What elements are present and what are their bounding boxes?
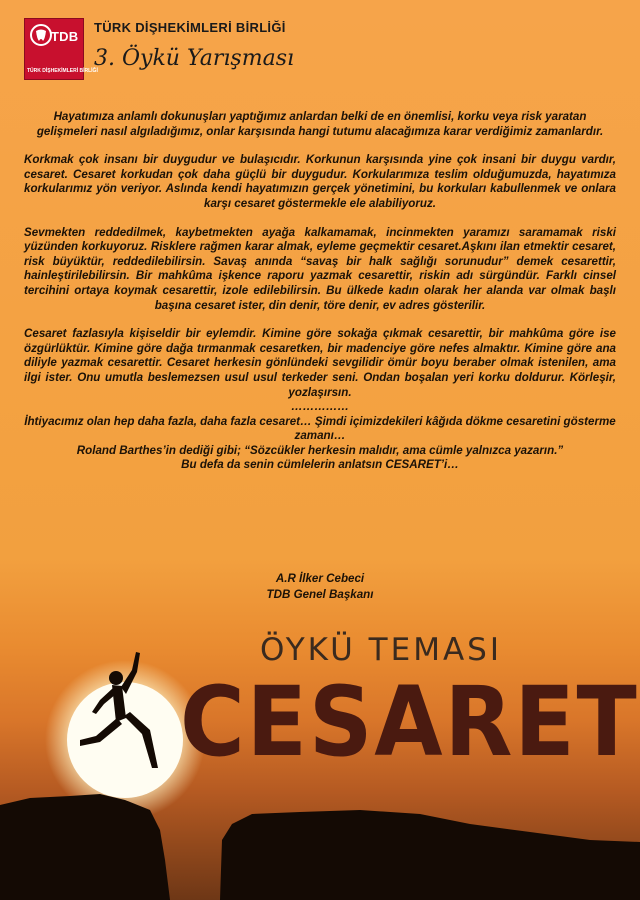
contest-title: 3. Öykü Yarışması: [94, 46, 295, 71]
theme-subtitle: ÖYKÜ TEMASI: [260, 632, 502, 668]
logo-text: TDB: [51, 29, 79, 44]
theme-word: CESARET: [180, 666, 639, 778]
logo-subtitle: TÜRK DİŞHEKİMLERİ BİRLİĞİ: [27, 68, 98, 74]
tooth-emblem-icon: [29, 23, 53, 47]
closing-line-2: Roland Barthes’in dediği gibi; “Sözcükler herkesin malıdır, ama cümle yalnızca yazarın.”: [76, 443, 564, 457]
signature-title: TDB Genel Başkanı: [266, 588, 374, 601]
dots-separator: ……………: [291, 400, 349, 414]
closing-line-1: İhtiyacımız olan hep daha fazla, daha fazla cesaret… Şimdi içimizdekileri kâğıda dökme cesaretini gösterme zamanı…: [24, 414, 616, 443]
organization-name: TÜRK DİŞHEKİMLERİ BİRLİĞİ: [94, 20, 286, 35]
paragraph-4: Cesaret fazlasıyla kişiseldir bir eylemdir. Kimine göre sokağa çıkmak cesarettir, bir mahkûma göre ise özgürlüktür. Kimine göre dağa tırmanmak cesaretken, bir madenciye göre nefes almaktır. Kimine göre ana diliyle yazmak cesarettir. Cesaret herkesin gönlündeki sevgilidir ömür boyu beraber olmak istenilen, ama ilgi ister. Onu umutla beslemezsen usul usul terkeder seni. Ondan boşalan yeri korku doldurur. Körleşir, yozlaşırsın.: [24, 327, 616, 399]
paragraph-1: Hayatımıza anlamlı dokunuşları yaptığımız anlardan belki de en önemlisi, korku veya risk yaratan gelişmeleri nasıl algıladığımız, onlar karşısında hangi tutumu alacağımıza karar verdiğimiz zamanlardır.: [36, 110, 604, 138]
paragraph-3: Sevmekten reddedilmek, kaybetmekten ayağa kalkamamak, incinmekten yaramızı saramamak riski yüzünden korkuyoruz. Risklere rağmen karar almak, eyleme geçmektir cesaret.Aşkını ilan etmektir cesaret, risk büyüktür, reddedilebilirsin. Savaş anında “savaş bir halk sağlığı sorunudur” demek cesarettir, hainleştirilebilirsin. Bir mahkûma işkence raporu yazmak cesarettir, riskin adı sürgündür. Farklı cinsel tercihini ortaya koymak cesarettir, izole edilebilirsin. Bu ülkede kadın olarak her alanda var olmak başlı başına cesaret ister, din denir, töre denir, ev adres gösterilir.: [24, 225, 616, 312]
tdb-logo: [24, 18, 98, 80]
signature-name: A.R İlker Cebeci: [275, 572, 365, 585]
left-cliff: [0, 794, 170, 900]
header: [24, 18, 624, 88]
letter-body: [24, 110, 616, 473]
paragraph-2: Korkmak çok insanı bir duygudur ve bulaşıcıdır. Korkunun karşısında yine çok insani bir duygu vardır, cesaret. Cesaret korkudan çok daha güçlü bir duygudur. Korkularımıza teslim olduğumuzda, hayatımıza korkularımız yön veriyor. Aslında kendi hayatımızın gerçek yönetimini, bu korkuları kabullenmek ve onlara karşı cesaret göstermekle ele alabiliyoruz.: [24, 153, 616, 210]
closing-line-3: Bu defa da senin cümlelerin anlatsın CESARET’i…: [181, 458, 459, 472]
right-cliff: [220, 810, 640, 900]
